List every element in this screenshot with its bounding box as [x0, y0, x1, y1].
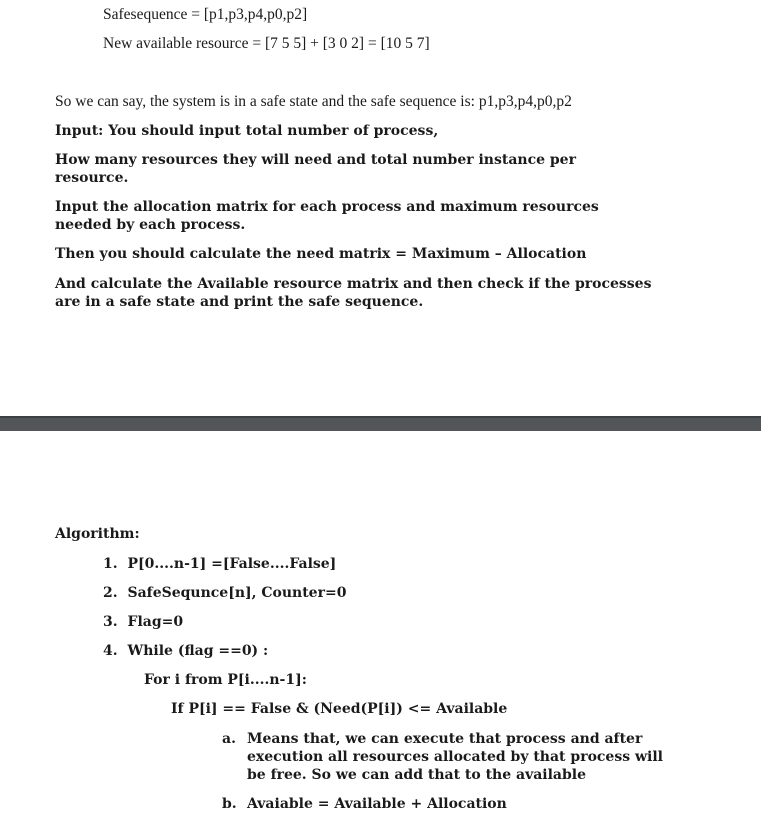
available-matrix-instruction-line-1: And calculate the Available resource matrix and then check if the processes — [55, 276, 652, 292]
step-text: While (flag ==0) : — [127, 643, 269, 659]
sub-step-b-text: Avaiable = Available + Allocation — [247, 796, 507, 812]
document-page-2 — [0, 431, 761, 820]
algorithm-heading: Algorithm: — [55, 526, 140, 542]
input-instruction-2-line-1: How many resources they will need and total number instance per — [55, 152, 576, 168]
safe-sequence-line: Safesequence = [p1,p3,p4,p0,p2] — [103, 6, 308, 23]
sub-step-a-line-3: be free. So we can add that to the available — [247, 767, 587, 783]
input-instruction-2-line-2: resource. — [55, 170, 129, 186]
safe-state-conclusion: So we can say, the system is in a safe state and the safe sequence is: p1,p3,p4,p0,p2 — [55, 93, 572, 110]
step-number: 4. — [103, 643, 118, 659]
step-text: Flag=0 — [127, 614, 184, 630]
input-instruction-3-line-1: Input the allocation matrix for each process and maximum resources — [55, 199, 599, 215]
need-matrix-instruction: Then you should calculate the need matrix = Maximum – Allocation — [55, 246, 587, 262]
step-text: P[0....n-1] =[False....False] — [127, 556, 337, 572]
step-text: SafeSequnce[n], Counter=0 — [127, 585, 347, 601]
if-condition-line: If P[i] == False & (Need(P[i]) <= Available — [171, 701, 508, 717]
algorithm-step-2 — [103, 584, 346, 602]
sub-step-a-line-2: execution all resources allocated by that process will — [247, 749, 663, 765]
page-break-divider — [0, 416, 761, 431]
new-available-resource-line: New available resource = [7 5 5] + [3 0 2] = [10 5 7] — [103, 35, 430, 52]
available-matrix-instruction-line-2: are in a safe state and print the safe sequence. — [55, 294, 424, 310]
sub-step-a-line-1: Means that, we can execute that process and after — [247, 731, 643, 747]
input-instruction-3-line-2: needed by each process. — [55, 217, 246, 233]
algorithm-step-4 — [103, 642, 268, 660]
for-loop-line: For i from P[i....n-1]: — [144, 672, 307, 688]
algorithm-step-1 — [103, 555, 336, 573]
algorithm-step-3 — [103, 613, 183, 631]
step-number: 2. — [103, 585, 118, 601]
sub-step-b-label: b. — [222, 796, 237, 812]
step-number: 1. — [103, 556, 118, 572]
step-number: 3. — [103, 614, 118, 630]
input-instruction-1: Input: You should input total number of process, — [55, 123, 439, 139]
sub-step-a-label: a. — [222, 731, 236, 747]
